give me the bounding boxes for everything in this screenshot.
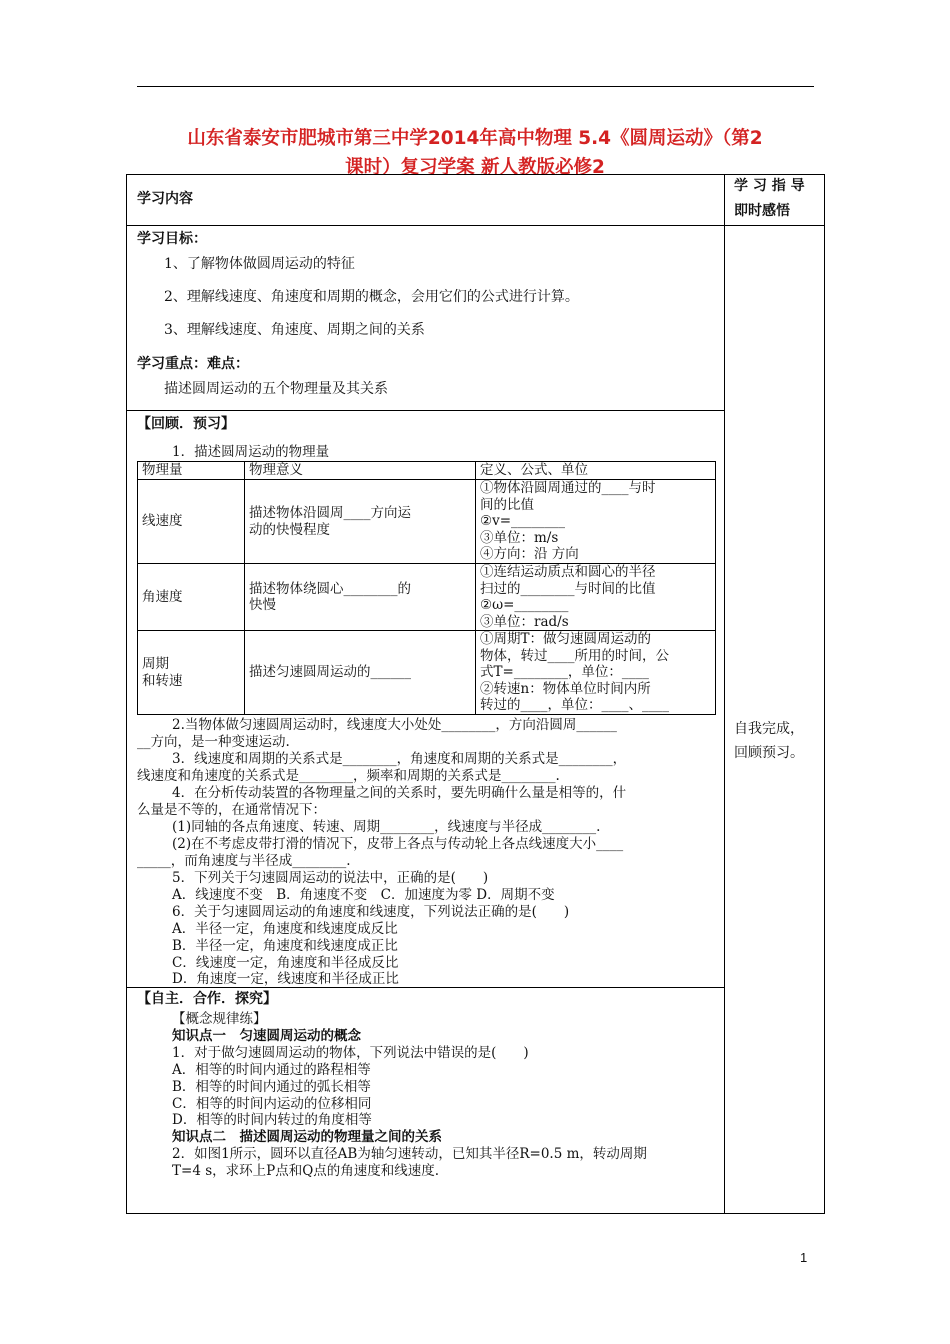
review-line: C．线速度一定，角速度和半径成反比 <box>172 955 399 971</box>
quantity-meaning: 描述物体沿圆周____方向运 动的快慢程度 <box>245 480 476 564</box>
key-points-heading: 学习重点：难点： <box>137 356 249 372</box>
explore-line: C．相等的时间内运动的位移相同 <box>172 1096 372 1112</box>
review-line: 4．在分析传动装置的各物理量之间的关系时，要先明确什么量是相等的，什 <box>172 785 627 801</box>
physical-quantities-table <box>137 461 716 715</box>
table-row <box>138 564 716 631</box>
quantity-definition: ①周期T：做匀速圆周运动的 物体，转过____所用的时间，公 式T=________，单位：____ ②转速n：物体单位时间内所 转过的____，单位：____、____ <box>476 631 716 715</box>
review-line: __方向，是一种变速运动. <box>137 734 290 750</box>
explore-line: 2．如图1所示，圆环以直径AB为轴匀速转动，已知其半径R=0.5 m，转动周期 <box>172 1146 647 1162</box>
header-guide: 学 习 指 导 <box>734 178 805 194</box>
review-line: (2)在不考虑皮带打滑的情况下，皮带上各点与传动轮上各点线速度大小____ <box>172 836 624 852</box>
quantity-definition: ①连结运动质点和圆心的半径 扫过的________与时间的比值 ②ω=________ ③单位：rad/s <box>476 564 716 631</box>
review-line: _____，而角速度与半径成________. <box>137 853 351 869</box>
col-header-definition: 定义、公式、单位 <box>476 462 716 480</box>
review-line: 6．关于匀速圆周运动的角速度和线速度，下列说法正确的是( ) <box>172 904 570 920</box>
title-line-1: 山东省泰安市肥城市第三中学2014年高中物理 5.4《圆周运动》（第2 <box>187 128 763 149</box>
goals-divider <box>126 410 724 411</box>
explore-line: B．相等的时间内通过的弧长相等 <box>172 1079 371 1095</box>
key-points-text: 描述圆周运动的五个物理量及其关系 <box>164 381 388 397</box>
header-reflection: 即时感悟 <box>734 203 790 219</box>
explore-line: 1．对于做匀速圆周运动的物体，下列说法中错误的是( ) <box>172 1045 529 1061</box>
goal-item: 3、理解线速度、角速度、周期之间的关系 <box>164 322 425 338</box>
col-header-quantity: 物理量 <box>138 462 245 480</box>
header-row-divider <box>126 225 825 226</box>
title-line-2: 课时）复习学案 新人教版必修2 <box>345 157 605 178</box>
explore-line: D．相等的时间内转过的角度相等 <box>172 1112 372 1128</box>
table-row <box>138 631 716 715</box>
review-line: A．半径一定，角速度和线速度成反比 <box>172 921 398 937</box>
review-line: 2.当物体做匀速圆周运动时，线速度大小处处________，方向沿圆周______ <box>172 717 617 733</box>
quantity-meaning: 描述匀速圆周运动的______ <box>245 631 476 715</box>
review-line: 3．线速度和周期的关系式是________，角速度和周期的关系式是________， <box>172 751 627 767</box>
review-line: 线速度和角速度的关系式是________，频率和周期的关系式是________. <box>137 768 560 784</box>
review-line: 5．下列关于匀速圆周运动的说法中，正确的是( ) <box>172 870 489 886</box>
goal-item: 1、了解物体做圆周运动的特征 <box>164 256 355 272</box>
quantity-name: 角速度 <box>138 564 245 631</box>
page-number: 1 <box>800 1250 808 1265</box>
knowledge-point-1: 知识点一 匀速圆周运动的概念 <box>172 1028 361 1044</box>
review-line: 么量是不等的，在通常情况下： <box>137 802 326 818</box>
review-line: B．半径一定，角速度和线速度成正比 <box>172 938 398 954</box>
review-line: D．角速度一定，线速度和半径成正比 <box>172 971 399 987</box>
header-rule <box>137 86 814 87</box>
knowledge-point-2: 知识点二 描述圆周运动的物理量之间的关系 <box>172 1129 442 1145</box>
review-question-1: 1．描述圆周运动的物理量 <box>172 444 330 460</box>
goal-item: 2、理解线速度、角速度和周期的概念，会用它们的公式进行计算。 <box>164 289 579 305</box>
quantity-name: 周期 和转速 <box>138 631 245 715</box>
quantity-definition: ①物体沿圆周通过的____与时 间的比值 ②v=________ ③单位：m/s ④方向：沿 方向 <box>476 480 716 564</box>
goals-heading: 学习目标： <box>137 231 207 247</box>
guide-note: 回顾预习。 <box>734 745 804 761</box>
table-row <box>138 480 716 564</box>
review-line: (1)同轴的各点角速度、转速、周期________，线速度与半径成________. <box>172 819 601 835</box>
explore-subheading: 【概念规律练】 <box>172 1011 267 1027</box>
explore-heading: 【自主．合作．探究】 <box>137 991 277 1007</box>
header-study-content: 学习内容 <box>137 191 193 207</box>
quantity-name: 线速度 <box>138 480 245 564</box>
column-divider <box>724 174 725 1214</box>
guide-note: 自我完成， <box>734 721 804 737</box>
explore-line: A．相等的时间内通过的路程相等 <box>172 1062 371 1078</box>
col-header-meaning: 物理意义 <box>245 462 476 480</box>
review-heading: 【回顾．预习】 <box>137 416 235 432</box>
explore-line: T=4 s，求环上P点和Q点的角速度和线速度. <box>172 1163 440 1179</box>
review-line: A．线速度不变 B．角速度不变 C．加速度为零 D．周期不变 <box>172 887 555 903</box>
quantity-meaning: 描述物体绕圆心________的 快慢 <box>245 564 476 631</box>
